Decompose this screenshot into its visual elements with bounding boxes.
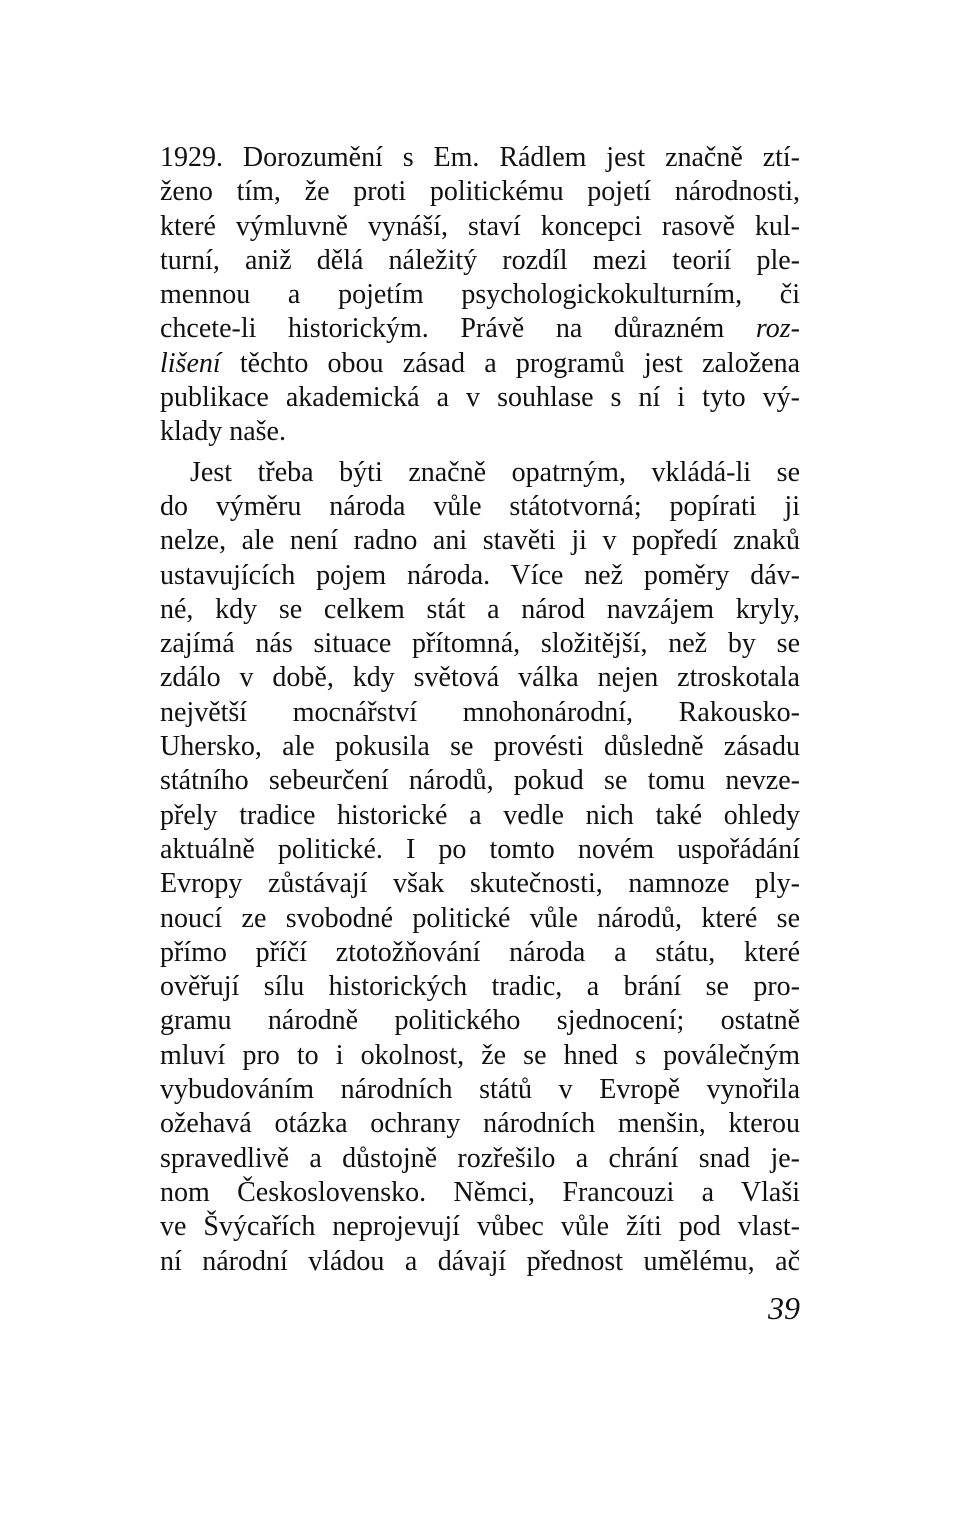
italic-word: roz- <box>755 313 800 345</box>
text-line: Evropy zůstávají však skutečnosti, namnoze ply- <box>160 868 800 900</box>
text-line <box>160 347 800 381</box>
text-line: aktuálně politické. I po tomto novém uspořádání <box>160 833 800 865</box>
text-line: které výmluvně vynáší, staví koncepci rasově kul- <box>160 210 800 242</box>
text-line: 1929. Dorozumění s Em. Rádlem jest značně ztí- <box>160 142 800 173</box>
text-line: ověřují sílu historických tradic, a brání se pro- <box>160 971 800 1003</box>
text-line: přely tradice historické a vedle nich také ohledy <box>160 799 800 831</box>
text-line: největší mocnářství mnohonárodní, Rakousko- <box>160 696 800 728</box>
text-line: nelze, ale není radno ani stavěti ji v popředí znaků <box>160 525 800 557</box>
text-line: ustavujících pojem národa. Více než poměry dáv- <box>160 559 800 591</box>
text-line: gramu národně politického sjednocení; ostatně <box>160 1005 800 1037</box>
text-line: státního sebeurčení národů, pokud se tomu nevze- <box>160 765 800 797</box>
text-line: turní, aniž dělá náležitý rozdíl mezi teorií ple- <box>160 244 800 276</box>
text-line: mluví pro to i okolnost, že se hned s poválečným <box>160 1039 800 1071</box>
text-line: né, kdy se celkem stát a národ navzájem kryly, <box>160 593 800 625</box>
text-segment: těchto obou zásad a programů jest založena <box>220 347 800 379</box>
text-line: zdálo v době, kdy světová válka nejen ztroskotala <box>160 662 800 694</box>
text-segment: chcete-li historickým. Právě na důrazném <box>160 313 756 345</box>
text-line: noucí ze svobodné politické vůle národů, které se <box>160 902 800 934</box>
text-line: Uhersko, ale pokusila se provésti důsledně zásadu <box>160 731 800 763</box>
page-number: 39 <box>768 1290 800 1326</box>
body-text <box>160 141 800 1279</box>
text-line: ožehavá otázka ochrany národních menšin, kterou <box>160 1108 800 1140</box>
text-line: ní národní vládou a dávají přednost umělému, ač <box>160 1245 800 1277</box>
text-line: ženo tím, že proti politickému pojetí národnosti, <box>160 176 800 208</box>
text-line: vybudováním národních států v Evropě vynořila <box>160 1074 800 1106</box>
text-line: spravedlivě a důstojně rozřešilo a chrání snad je- <box>160 1142 800 1174</box>
text-line: ve Švýcařích neprojevují vůbec vůle žíti pod vlast- <box>160 1211 800 1243</box>
text-line: zajímá nás situace přítomná, složitější, než by se <box>160 628 800 660</box>
text-line: do výměru národa vůle státotvorná; popírati ji <box>160 490 800 522</box>
text-line: Jest třeba býti značně opatrným, vkládá-li se <box>190 456 800 488</box>
text-line: mennou a pojetím psychologickokulturním, či <box>160 279 800 311</box>
text-line <box>160 312 800 346</box>
text-line: publikace akademická a v souhlase s ní i tyto vý- <box>160 382 800 414</box>
text-line: přímo příčí ztotožňování národa a státu, které <box>160 936 800 968</box>
italic-word: lišení <box>160 347 221 379</box>
text-line: nom Československo. Němci, Francouzi a Vlaši <box>160 1176 800 1208</box>
text-line: klady naše. <box>160 416 286 448</box>
